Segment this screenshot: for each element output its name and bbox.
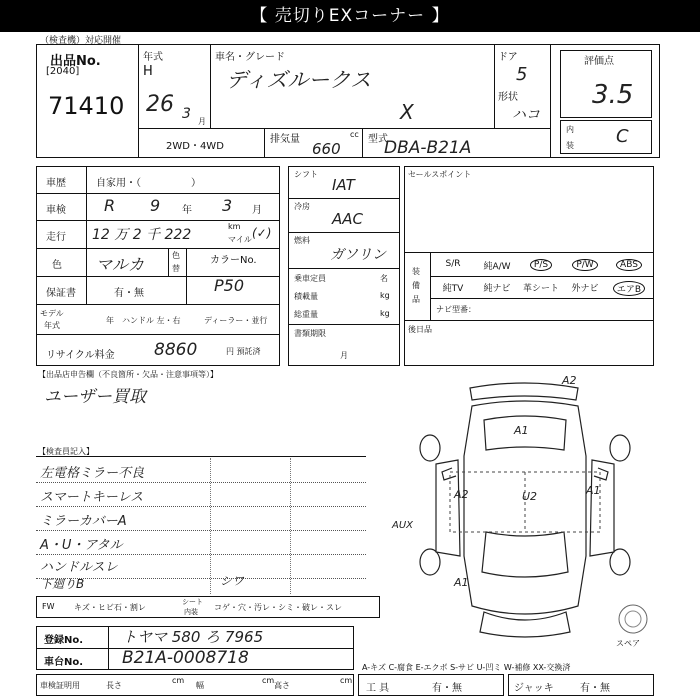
capacity-label: 乗車定員 [294, 274, 326, 283]
year-label: 年式 [143, 52, 163, 63]
equip-pw-text: P/W [572, 259, 597, 271]
cert-width-unit: cm [262, 676, 275, 685]
equip-ps [520, 259, 562, 271]
seat-label: シート [182, 598, 203, 606]
mark-a1-front: A1 [454, 576, 469, 589]
model-year-label-2: 年式 [44, 321, 60, 330]
damage-legend: A-キズ C-腐食 E-エクボ S-サビ U-凹ミ W-補修 XX-交換済 [362, 663, 571, 672]
drive-type: 2WD・4WD [166, 141, 224, 152]
fuel-label: 燃料 [294, 236, 310, 245]
history-value: 自家用・（ ） [96, 178, 201, 189]
equip-genuine-aw: 純A/W [483, 262, 511, 272]
inspection-year-unit: 年 [182, 205, 192, 216]
shift-value: IAT [332, 176, 355, 194]
color-change-2: 替 [172, 264, 180, 273]
mileage-note: (✓) [252, 226, 272, 240]
model-year-unit: 年 [106, 316, 114, 325]
after-date-label: 後日品 [408, 325, 432, 334]
recycle-unit: 円 預託済 [226, 347, 261, 356]
equip-sunroof: S/R [445, 259, 461, 269]
cert-height: 高さ [274, 681, 290, 690]
mark-a2-left: A2 [454, 488, 469, 501]
interior-label-1: 内 [566, 125, 574, 134]
registration-value: トヤマ 580 ろ 7965 [122, 628, 264, 646]
lot-label: 出品No. [50, 54, 101, 69]
equipment-label-3: 品 [412, 295, 420, 304]
inspector-note-2: スマートキーレス [40, 490, 144, 505]
mark-u2: U2 [522, 490, 538, 503]
shape-value: ハコ [512, 107, 540, 123]
certificate-row [36, 674, 354, 696]
interior-label-2: 装 [566, 141, 574, 150]
inspector-label: 【検査員記入】 [38, 447, 94, 456]
displacement-unit: cc [350, 130, 359, 139]
cert-length: 長さ [106, 681, 122, 690]
inspector-note-1: 左電格ミラー不良 [40, 466, 145, 481]
equip-abs [608, 259, 650, 271]
score-label: 評価点 [584, 56, 614, 67]
car-name: ディズルークス [226, 68, 372, 92]
inspection-year: 9 [150, 196, 161, 215]
model-year-label-1: モデル [40, 309, 64, 318]
model-type-value: DBA-B21A [384, 138, 472, 158]
year-month: 3 [182, 106, 191, 122]
color-no-label: カラーNo. [210, 255, 257, 266]
car-name-label: 車名・グレード [215, 52, 285, 63]
seller-notes-label: 【出品店申告欄（不良箇所・欠品・注意事項等）】 [38, 370, 218, 379]
doors-label: ドア [498, 52, 518, 63]
mileage-mile: マイル [228, 235, 252, 244]
equip-abs-text: ABS [616, 259, 642, 271]
docs-label: 書類期限 [294, 329, 326, 338]
inspector-note-4: A・U・アタル [40, 538, 123, 553]
shape-label: 形状 [498, 92, 518, 103]
equip-tv: 純TV [442, 284, 464, 294]
mileage-label: 走行 [46, 232, 66, 243]
inspection-month: 3 [222, 196, 233, 215]
registration-label: 登録No. [44, 635, 84, 646]
jack-label: ジャッキ [514, 683, 554, 694]
mark-a2-top: A2 [562, 374, 577, 387]
docs-unit: 月 [340, 351, 348, 360]
mark-a1: A1 [514, 424, 529, 437]
model-type-label: 型式 [368, 134, 388, 145]
inspection-era: R [104, 196, 116, 215]
equip-ps-text: P/S [530, 259, 552, 271]
load-label: 積載量 [294, 292, 318, 301]
equip-ext-nav: 外ナビ [571, 284, 599, 294]
cert-width: 幅 [196, 681, 204, 690]
fw-defects: コゲ・穴・汚レ・シミ・破レ・スレ [214, 603, 342, 612]
inspector-note-3: ミラーカバーA [40, 514, 127, 529]
inspector-note-6: 下廻りB [40, 577, 85, 591]
equip-genuine-nav: 純ナビ [483, 284, 511, 294]
tools-label: 工 具 [366, 683, 390, 694]
spare-tire-icon [616, 602, 650, 636]
inspection-month-unit: 月 [252, 205, 262, 216]
year-month-unit: 月 [198, 117, 206, 126]
warranty-label: 保証書 [46, 288, 76, 299]
spare-label: スペア [616, 639, 640, 648]
ref-number: [2040] [46, 66, 80, 77]
fw-items: キズ・ヒビ石・割レ [74, 603, 146, 612]
capacity-unit: 名 [380, 274, 388, 283]
chassis-label: 車台No. [44, 657, 84, 668]
fuel-value: ガソリン [330, 247, 386, 263]
chassis-value: B21A-0008718 [122, 648, 249, 668]
color-no-value: P50 [214, 276, 245, 295]
mileage-value: 12 万 2 千 222 [92, 227, 192, 243]
color-change-1: 色 [172, 251, 180, 260]
subtitle: （検査機）対応開催 [40, 36, 122, 46]
car-grade: X [400, 100, 414, 124]
warranty-value: 有・無 [114, 288, 144, 299]
certificate-label: 車検証明用 [40, 681, 80, 690]
equip-airbag-text: エアB [613, 281, 645, 296]
history-label: 車歴 [46, 178, 66, 189]
load-unit: kg [380, 291, 390, 300]
year-era: H [143, 64, 153, 79]
total-weight-unit: kg [380, 309, 390, 318]
displacement-label: 排気量 [270, 134, 300, 145]
recycle-value: 8860 [154, 340, 198, 360]
aircon-label: 冷房 [294, 202, 310, 211]
score-value: 3.5 [592, 80, 634, 110]
mark-aux: AUX [392, 520, 414, 531]
inspection-label: 車検 [46, 205, 66, 216]
fw-note: シワ [220, 574, 245, 588]
recycle-label: リサイクル料金 [46, 350, 115, 361]
interior-row-label: 内装 [184, 608, 198, 616]
equip-pw [564, 259, 606, 271]
cert-length-unit: cm [172, 676, 185, 685]
equipment-label-1: 装 [412, 267, 420, 276]
page-title: 【 売切りEXコーナー 】 [0, 0, 700, 32]
seller-notes-value: ユーザー買取 [44, 387, 146, 407]
fw-label: FW [42, 602, 55, 611]
equip-airbag [608, 281, 650, 296]
shift-label: シフト [294, 170, 318, 179]
inspector-note-5: ハンドルスレ [40, 560, 118, 575]
mark-a1-right: A1 [586, 484, 601, 497]
jack-value: 有・無 [580, 683, 610, 694]
equipment-label-2: 備 [412, 281, 420, 290]
color-value: マルカ [96, 255, 145, 274]
car-damage-diagram [400, 376, 650, 646]
aircon-value: AAC [332, 210, 363, 228]
equip-leather: 革シート [522, 284, 559, 294]
tools-value: 有・無 [432, 683, 462, 694]
color-label: 色 [52, 260, 62, 271]
displacement-value: 660 [312, 140, 341, 158]
mileage-km: km [228, 222, 241, 231]
lot-number: 71410 [48, 92, 125, 120]
sales-point-label: セールスポイント [408, 170, 472, 179]
doors-value: 5 [516, 64, 528, 85]
handle-side: ハンドル 左・右 [122, 316, 181, 325]
total-weight-label: 総重量 [294, 310, 318, 319]
dealer-type: ディーラー・並行 [204, 316, 268, 325]
nav-model-label: ナビ型番： [436, 305, 476, 314]
cert-height-unit: cm [340, 676, 353, 685]
year-value: 26 [146, 92, 174, 117]
interior-value: C [616, 126, 629, 147]
